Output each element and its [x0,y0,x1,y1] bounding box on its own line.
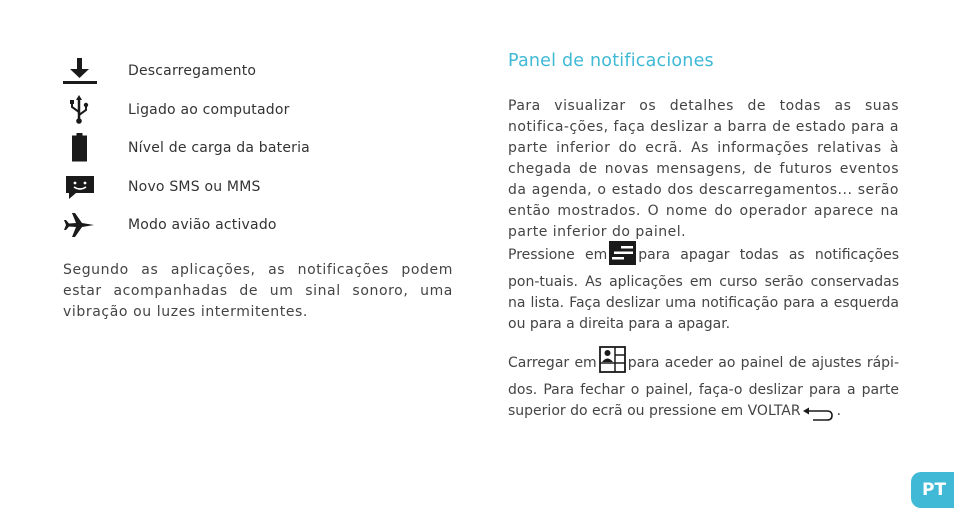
usb-icon [62,91,128,129]
paragraph-notification-panel: Para visualizar os detalhes de todas as suas notifica-ções, faça deslizar a barra de estado para a parte inferior do ecrã. As informações relativas à chegada de novas mensagens, de futuros eventos da agenda, o estado dos descarregamentos... serão então mostrados. O nome do operador aparece na parte inferior do painel. [508,98,899,240]
paragraph-quick-settings [508,346,899,428]
icon-label: Ligado ao computador [128,101,290,118]
quick-settings-icon [599,346,626,380]
icon-row-airplane [62,206,462,245]
icon-row-sms [62,168,462,207]
section-heading: Panel de notificaciones [508,51,714,71]
p2-text-before: Pressione em [508,247,608,263]
clear-all-icon [609,241,636,272]
back-arrow-icon [803,407,835,428]
download-icon [62,52,128,90]
icon-row-usb [62,91,462,130]
notification-info-paragraph: Segundo as aplicações, as notificações podem estar acompanhadas de um sinal sonoro, uma vibração ou luzes intermitentes. [63,262,453,320]
icon-row-download [62,52,462,91]
status-icon-list [62,52,462,245]
p3-text-before: Carregar em [508,355,597,371]
icon-label: Nível de carga da bateria [128,140,310,157]
paragraph-clear-notifications [508,241,899,335]
p2-text-after: para apagar todas as notificações pon-tuais. As aplicações em curso serão conservadas na lista. Faça deslizar uma notificação para a esquerda ou para a direita para a apagar. [508,247,899,332]
language-tab: PT [911,472,954,508]
icon-label: Novo SMS ou MMS [128,178,261,195]
icon-label: Descarregamento [128,63,257,80]
p3-text-middle: para aceder ao painel de ajustes rápi-dos. Para fechar o painel, faça-o deslizar para a parte superior do ecrã ou pressione em VOLTAR [508,355,899,419]
icon-row-battery [62,129,462,168]
p3-text-end: . [836,403,842,419]
sms-icon [62,168,128,206]
icon-label: Modo avião activado [128,217,277,234]
airplane-icon [62,206,128,244]
battery-icon [62,129,128,167]
